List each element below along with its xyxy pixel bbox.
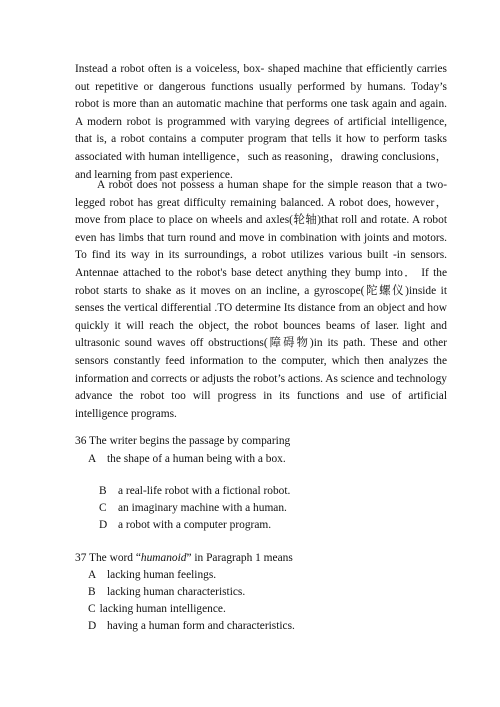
option-letter: A [88,569,97,581]
question-37-option-b[interactable] [88,584,245,601]
stem-keyword: humanoid [140,552,187,564]
option-text: a robot with a computer program. [118,519,272,531]
question-36-stem: 36 The writer begins the passage by comparing [75,435,291,447]
option-text: having a human form and characteristics. [107,620,295,632]
option-letter: B [88,586,96,598]
option-letter: D [99,519,108,531]
passage-paragraph-2: A robot does not possess a human shape for the simple reason that a two-legged robot has great difficulty remaining balanced. A robot does, however，move from place to place on wheels and axles(轮轴)that roll and rotate. A robot even has limbs that turn round and move in combination with joints and motors. To find its way in its surroundings, a robot utilizes various built -in sensors. Antennae attached to the robot's base detect anything they bump into． If the robot starts to shake as it moves on an incline, a gyroscope(陀螺仪)inside it senses the vertical differential .TO determine Its distance from an object and how quickly it will reach the object, the robot bounces beams of laser. light and ultrasonic sound waves off obstructions(障碍物)in its path. These and other sensors constantly feed information to the computer, which then analyzes the information and corrects or adjusts the robot’s actions. As science and technology advance the robot too will progress in its functions and use of artificial intelligence programs. [75,179,447,420]
option-text: an imaginary machine with a human. [118,502,287,514]
option-text: lacking human characteristics. [107,586,246,598]
question-37-option-c[interactable] [88,601,226,618]
option-letter: C [99,502,107,514]
question-37-option-d[interactable] [88,618,295,635]
question-36-option-c[interactable] [99,500,287,517]
question-37-stem [75,550,293,567]
option-text: the shape of a human being with a box. [107,453,286,465]
question-36-option-b[interactable] [99,483,290,500]
option-letter: A [88,453,97,465]
question-36-option-d[interactable] [99,517,271,534]
option-text: a real-life robot with a fictional robot. [118,485,291,497]
question-36-option-a[interactable] [88,451,286,468]
passage-paragraph-1: Instead a robot often is a voiceless, box- shaped machine that efficiently carries out repetitive or dangerous functions usually performed by humans. Today’s robot is more than an automatic machine that performs one task again and again. A modern robot is programmed with varying degrees of artificial intelligence, that is, a robot contains a computer program that tells it how to perform tasks associated with human intelligence，such as reasoning，drawing conclusions，and learning from past experience. [75,63,447,181]
option-letter: D [88,620,97,632]
question-37-option-a[interactable] [88,567,216,584]
option-text: lacking human feelings. [107,569,217,581]
stem-before: 37 The word “ [75,552,141,564]
option-letter: C [88,603,96,615]
option-letter: B [99,485,107,497]
stem-after: ” in Paragraph 1 means [186,552,293,564]
option-text: lacking human intelligence. [99,603,226,615]
